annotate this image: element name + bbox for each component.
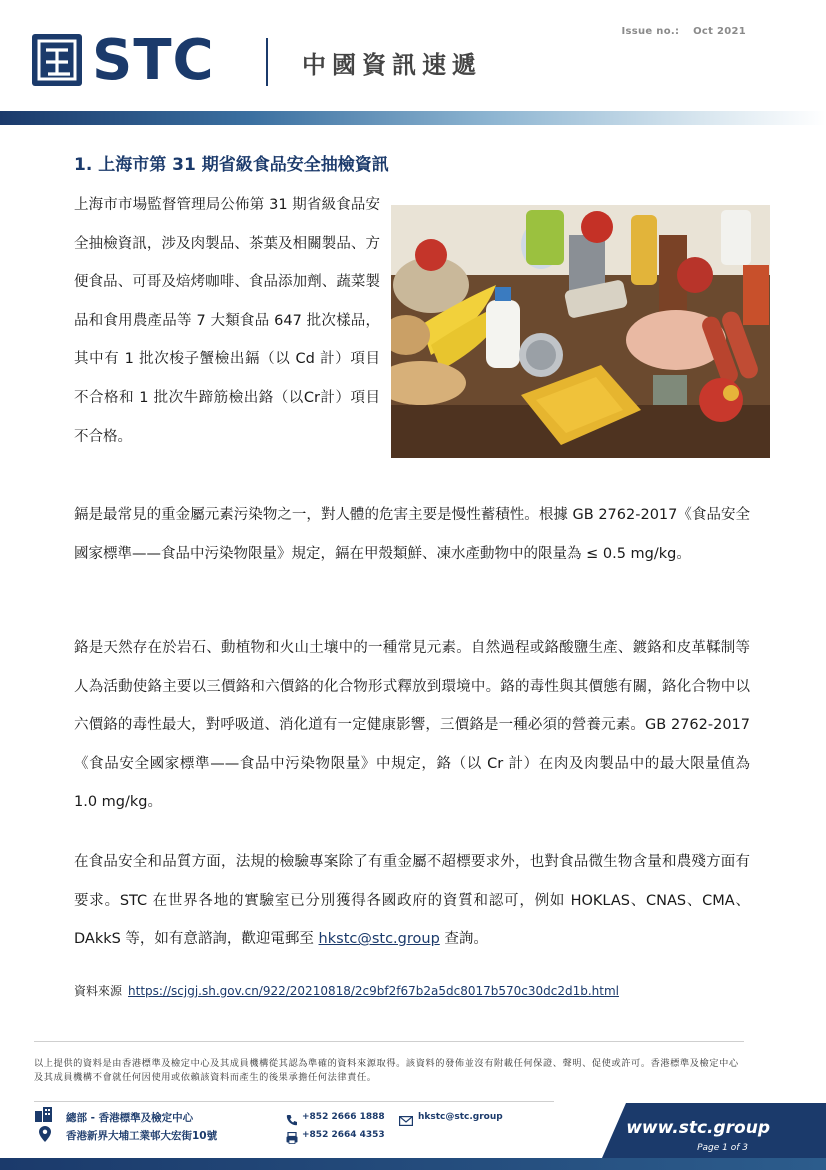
services-end: 查詢。 xyxy=(439,931,488,948)
headquarters-label: 總部 - 香港標準及檢定中心 xyxy=(66,1112,194,1124)
intro-paragraph: 上海市市場監督管理局公佈第 31 期省級食品安全抽檢資訊，涉及肉製品、茶葉及相關製品、方便食品、可哥及焙烤咖啡、食品添加劑、蔬菜製品和食用農產品等 7 大類食品 647 批次樣品，其中有 1 批次梭子蟹檢出鎘（以 Cd 計）項目不合格和 1 批次牛蹄筋檢出鉻（以Cr計）項目不合格。 xyxy=(74,197,380,445)
footer-email[interactable]: hkstc@stc.group xyxy=(418,1112,503,1122)
brand-title: 中國資訊速遞 xyxy=(302,51,482,79)
phone-icon xyxy=(286,1111,298,1130)
groceries-photo xyxy=(391,205,770,458)
header-band xyxy=(0,111,826,125)
page-number: Page 1 of 3 xyxy=(697,1143,748,1153)
section-title: 1. 上海市第 31 期省級食品安全抽檢資訊 xyxy=(74,155,389,175)
services-paragraph xyxy=(74,843,750,959)
issue-label: Issue no.: xyxy=(621,26,680,37)
website-link[interactable]: www.stc.group xyxy=(626,1118,770,1138)
source xyxy=(74,982,619,999)
address: 香港新界大埔工業邨大宏街10號 xyxy=(66,1130,218,1142)
contact-separator xyxy=(34,1101,554,1102)
email-link[interactable]: hkstc@stc.group xyxy=(318,931,440,948)
footer-separator xyxy=(34,1041,744,1042)
fax-number: +852 2664 4353 xyxy=(302,1130,385,1140)
disclaimer: 以上提供的資料是由香港標準及檢定中心及其成員機構從其認為準確的資料來源取得。該資料的發佈並沒有附載任何保證、聲明、促使或許可。香港標準及檢定中心及其成員機構不會就任何因使用或依賴該資料而產生的後果承擔任何法律責任。 xyxy=(34,1058,739,1083)
location-pin-icon xyxy=(39,1126,51,1146)
logo-divider xyxy=(266,38,268,86)
building-icon xyxy=(34,1106,54,1126)
issue-info xyxy=(611,26,746,37)
source-link[interactable]: https://scjgj.sh.gov.cn/922/20210818/2c9bf2f67b2a5dc8017b570c30dc2d1b.html xyxy=(128,984,619,998)
logo-text: STC xyxy=(92,28,215,93)
bottom-band xyxy=(0,1158,826,1170)
cadmium-paragraph: 鎘是最常見的重金屬元素污染物之一，對人體的危害主要是慢性蓄積性。根據 GB 2762-2017《食品安全國家標準——食品中污染物限量》規定，鎘在甲殼類鮮、凍水產動物中的限量為 ≤ 0.5 mg/kg。 xyxy=(74,507,750,562)
email-icon xyxy=(399,1111,413,1130)
source-label: 資料來源 xyxy=(74,984,123,998)
phone-number[interactable]: +852 2666 1888 xyxy=(302,1112,385,1122)
logo-icon xyxy=(32,34,82,86)
issue-value: Oct 2021 xyxy=(693,26,746,37)
services-text: 在食品安全和品質方面，法規的檢驗專案除了有重金屬不超標要求外，也對食品微生物含量和農殘方面有要求。STC 在世界各地的實驗室已分別獲得各國政府的資質和認可，例如 HOKLAS、CNAS、CMA、DAkkS 等，如有意諮詢，歡迎電郵至 xyxy=(74,854,750,948)
fax-icon xyxy=(286,1129,298,1148)
chromium-paragraph: 鉻是天然存在於岩石、動植物和火山土壤中的一種常見元素。自然過程或鉻酸鹽生產、鍍鉻和皮革鞣制等人為活動使鉻主要以三價鉻和六價鉻的化合物形式釋放到環境中。鉻的毒性與其價態有關，鉻化合物中以六價鉻的毒性最大，對呼吸道、消化道有一定健康影響，三價鉻是一種必須的營養元素。GB 2762-2017《食品安全國家標準——食品中污染物限量》中規定，鉻（以 Cr 計）在肉及肉製品中的最大限量值為 1.0 mg/kg。 xyxy=(74,640,750,811)
